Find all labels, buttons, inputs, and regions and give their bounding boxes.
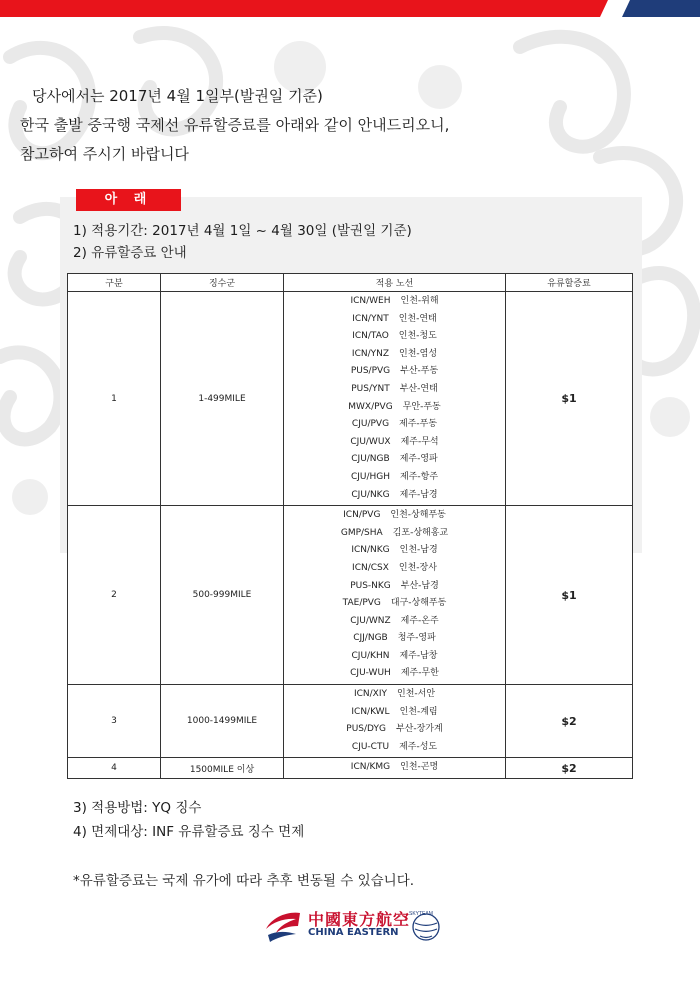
route-code: PUS-NKG xyxy=(350,580,391,591)
table-header-row xyxy=(68,274,633,292)
note-method: 3) 적용방법: YQ 징수 xyxy=(73,800,202,816)
note-exemption: 4) 면제대상: INF 유류할증료 징수 면제 xyxy=(73,824,305,840)
route-name: 부산-장가계 xyxy=(395,724,443,735)
route-item xyxy=(284,487,505,505)
header-fee: 유류할증료 xyxy=(506,274,633,292)
route-code: TAE/PVG xyxy=(342,598,381,609)
route-item xyxy=(284,595,505,613)
route-item xyxy=(284,293,505,311)
cell-category: 1 xyxy=(68,292,161,506)
swallow-logo-icon xyxy=(262,907,302,943)
route-name: 제주-남창 xyxy=(399,650,438,661)
route-item xyxy=(284,434,505,452)
route-name: 인천-장사 xyxy=(398,562,437,573)
intro-line-2: 한국 출발 중국행 국제선 유류할증료를 아래와 같이 안내드리오니, xyxy=(20,116,450,134)
footnote: *유류할증료는 국제 유가에 따라 추후 변동될 수 있습니다. xyxy=(73,873,415,889)
route-code: CJU/NKG xyxy=(351,489,390,500)
route-item xyxy=(284,613,505,631)
table-body xyxy=(68,292,633,779)
route-item xyxy=(284,399,505,417)
route-name: 부산-남경 xyxy=(400,580,439,591)
route-item xyxy=(284,759,505,777)
header-category: 구분 xyxy=(68,274,161,292)
route-name: 제주-성도 xyxy=(399,741,438,752)
route-name: 인천-계림 xyxy=(399,706,438,717)
route-code: ICN/XIY xyxy=(353,689,387,700)
route-name: 제주-푸동 xyxy=(399,419,438,430)
intro-line-1: 당사에서는 2017년 4월 1일부(발권일 기준) xyxy=(32,87,323,105)
route-code: ICN/YNT xyxy=(352,313,389,324)
info-guide: 2) 유류할증료 안내 xyxy=(73,245,187,261)
cell-category: 3 xyxy=(68,685,161,758)
cell-fee: $2 xyxy=(506,758,633,779)
route-item xyxy=(284,525,505,543)
route-item xyxy=(284,416,505,434)
route-name: 김포-상해홍교 xyxy=(392,527,449,538)
info-list xyxy=(73,220,412,264)
route-code: ICN/YNZ xyxy=(351,348,390,359)
route-item xyxy=(284,381,505,399)
fuel-surcharge-table xyxy=(67,273,633,779)
header-band: 징수군 xyxy=(161,274,284,292)
table-row xyxy=(68,758,633,779)
route-name: 제주-무석 xyxy=(400,436,439,447)
route-name: 인천-상해푸동 xyxy=(390,510,446,521)
cell-category: 2 xyxy=(68,506,161,685)
route-item xyxy=(284,686,505,704)
route-item xyxy=(284,311,505,329)
route-code: CJU/KHN xyxy=(351,650,390,661)
cell-fee: $2 xyxy=(506,685,633,758)
table-row xyxy=(68,506,633,685)
route-item xyxy=(284,739,505,757)
route-code: ICN/KWL xyxy=(351,706,390,717)
route-name: 제주-항주 xyxy=(400,471,439,482)
route-code: ICN/PVG xyxy=(343,510,381,521)
cell-band: 1500MILE 이상 xyxy=(161,758,284,779)
route-item xyxy=(284,648,505,666)
route-name: 인천-염성 xyxy=(399,348,438,359)
route-name: 대구-상해푸동 xyxy=(390,598,447,609)
route-code: CJU/HGH xyxy=(350,471,391,482)
route-item xyxy=(284,469,505,487)
cell-fee: $1 xyxy=(506,506,633,685)
route-item xyxy=(284,542,505,560)
info-period: 1) 적용기간: 2017년 4월 1일 ~ 4월 30일 (발권일 기준) xyxy=(73,223,412,239)
cell-routes xyxy=(284,292,506,506)
route-name: 제주-무한 xyxy=(400,668,439,679)
logo-chinese-name: 中國東方航空 xyxy=(308,910,411,929)
route-code: ICN/KMG xyxy=(350,762,391,773)
route-item xyxy=(284,363,505,381)
cell-routes xyxy=(284,506,506,685)
route-name: 청주-영파 xyxy=(397,633,436,644)
route-code: CJU/PVG xyxy=(351,419,390,430)
cell-band: 1000-1499MILE xyxy=(161,685,284,758)
route-code: PUS/DYG xyxy=(346,724,386,735)
intro-line-3: 참고하여 주시기 바랍니다 xyxy=(20,145,189,163)
route-item xyxy=(284,451,505,469)
route-code: ICN/WEH xyxy=(350,296,391,306)
route-name: 부산-연태 xyxy=(399,383,438,394)
route-item xyxy=(284,578,505,596)
logo-english-name: CHINA EASTERN xyxy=(308,927,399,938)
route-code: PUS/PVG xyxy=(350,366,391,377)
route-name: 제주-영파 xyxy=(399,454,438,465)
china-eastern-logo xyxy=(262,905,447,947)
table-row xyxy=(68,292,633,506)
table-row xyxy=(68,685,633,758)
notes-list xyxy=(73,796,304,844)
cell-band: 1-499MILE xyxy=(161,292,284,506)
route-item xyxy=(284,721,505,739)
route-name: 인천-곤명 xyxy=(400,762,439,773)
route-code: CJU-CTU xyxy=(351,741,390,752)
route-code: ICN/TAO xyxy=(352,331,389,342)
route-code: CJJ/NGB xyxy=(353,633,388,644)
route-code: PUS/YNT xyxy=(351,383,390,394)
route-name: 인천-서안 xyxy=(397,689,436,700)
route-item xyxy=(284,560,505,578)
route-name: 인천-연태 xyxy=(398,313,437,324)
route-item xyxy=(284,328,505,346)
route-name: 부산-푸동 xyxy=(400,366,439,377)
route-code: CJU-WUH xyxy=(350,668,391,679)
route-name: 제주-온주 xyxy=(400,615,439,626)
route-item xyxy=(284,704,505,722)
header-routes: 적용 노선 xyxy=(284,274,506,292)
route-code: CJU/WUX xyxy=(350,436,391,447)
skyteam-logo-icon xyxy=(406,907,446,945)
cell-band: 500-999MILE xyxy=(161,506,284,685)
skyteam-text: SKYTEAM xyxy=(409,911,433,917)
route-code: ICN/CSX xyxy=(352,562,389,573)
section-label-badge: 아 래 xyxy=(76,189,181,211)
route-item xyxy=(284,665,505,683)
route-name: 무안-푸동 xyxy=(402,401,441,412)
route-code: MWX/PVG xyxy=(348,401,393,412)
cell-routes xyxy=(284,685,506,758)
route-item xyxy=(284,630,505,648)
route-name: 인천-위해 xyxy=(400,296,439,306)
cell-category: 4 xyxy=(68,758,161,779)
route-code: ICN/NKG xyxy=(351,545,390,556)
route-code: CJU/NGB xyxy=(351,454,390,465)
route-name: 제주-남경 xyxy=(399,489,438,500)
cell-routes xyxy=(284,758,506,779)
route-item xyxy=(284,507,505,525)
route-code: CJU/WNZ xyxy=(350,615,391,626)
intro-paragraph xyxy=(20,82,449,169)
top-stripe xyxy=(0,0,700,17)
route-name: 인천-청도 xyxy=(398,331,437,342)
route-code: GMP/SHA xyxy=(340,527,383,538)
route-name: 인천-남경 xyxy=(399,545,438,556)
route-item xyxy=(284,346,505,364)
cell-fee: $1 xyxy=(506,292,633,506)
